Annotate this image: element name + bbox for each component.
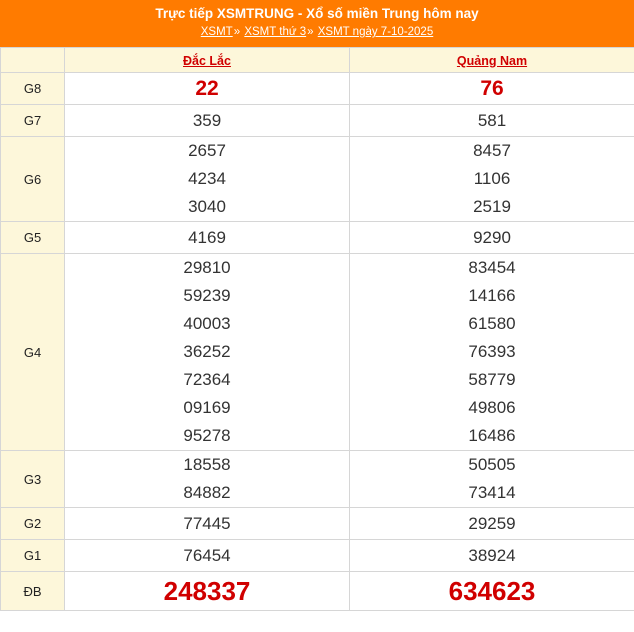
- result-g8-quang-nam: 76: [350, 73, 634, 105]
- page-header: [0, 0, 634, 47]
- result-db-quang-nam: 634623: [350, 572, 634, 611]
- table-row: [1, 105, 634, 137]
- breadcrumb-link-xsmt-thu-3[interactable]: XSMT thứ 3: [244, 26, 307, 38]
- breadcrumb-separator-1: »: [233, 26, 241, 38]
- result-value: 36252: [183, 342, 231, 361]
- breadcrumb-link-xsmt[interactable]: XSMT: [200, 26, 233, 38]
- result-value: 16486: [468, 426, 516, 445]
- result-value: 18558: [183, 455, 231, 474]
- result-value: 14166: [468, 286, 516, 305]
- table-row: [1, 508, 634, 540]
- province-header-2: [350, 48, 634, 73]
- result-value: 40003: [183, 314, 231, 333]
- prize-label-g1: G1: [1, 540, 65, 572]
- result-value: 09169: [183, 398, 231, 417]
- result-value: 8457: [473, 141, 511, 160]
- province-header-1: [65, 48, 350, 73]
- result-value: 61580: [468, 314, 516, 333]
- prize-label-g8: G8: [1, 73, 65, 105]
- province-link-quang-nam[interactable]: Quảng Nam: [456, 53, 528, 68]
- prize-label-g5: G5: [1, 222, 65, 254]
- result-g4-quang-nam: [350, 254, 634, 451]
- result-value: 84882: [183, 483, 231, 502]
- result-g8-dac-lac: 22: [65, 73, 350, 105]
- result-value: 58779: [468, 370, 516, 389]
- table-row: [1, 540, 634, 572]
- breadcrumb-separator-2: »: [307, 26, 314, 38]
- result-g5-dac-lac: 4169: [65, 222, 350, 254]
- result-g6-quang-nam: [350, 137, 634, 222]
- result-g2-quang-nam: 29259: [350, 508, 634, 540]
- prize-label-header: [1, 48, 65, 73]
- result-g1-dac-lac: 76454: [65, 540, 350, 572]
- prize-label-db: ĐB: [1, 572, 65, 611]
- result-value: 2657: [188, 141, 226, 160]
- lottery-results-table: [0, 47, 634, 611]
- result-value: 95278: [183, 426, 231, 445]
- table-row: [1, 73, 634, 105]
- result-value: 73414: [468, 483, 516, 502]
- result-g3-quang-nam: [350, 451, 634, 508]
- result-db-dac-lac: 248337: [65, 572, 350, 611]
- prize-label-g2: G2: [1, 508, 65, 540]
- result-value: 4234: [188, 169, 226, 188]
- result-g2-dac-lac: 77445: [65, 508, 350, 540]
- page-title: Trực tiếp XSMTRUNG - Xổ số miền Trung hôm nay: [155, 6, 479, 21]
- result-g6-dac-lac: [65, 137, 350, 222]
- table-row: [1, 137, 634, 222]
- result-value: 76393: [468, 342, 516, 361]
- result-g5-quang-nam: 9290: [350, 222, 634, 254]
- prize-label-g6: G6: [1, 137, 65, 222]
- table-row: [1, 254, 634, 451]
- province-link-dac-lac[interactable]: Đắc Lắc: [183, 53, 231, 68]
- breadcrumb-link-xsmt-date[interactable]: XSMT ngày 7-10-2025: [317, 26, 434, 38]
- table-row: [1, 572, 634, 611]
- prize-label-g3: G3: [1, 451, 65, 508]
- result-g7-dac-lac: 359: [65, 105, 350, 137]
- result-value: 72364: [183, 370, 231, 389]
- table-header-row: [1, 48, 634, 73]
- result-value: 49806: [468, 398, 516, 417]
- result-g3-dac-lac: [65, 451, 350, 508]
- result-value: 83454: [468, 258, 516, 277]
- result-value: 2519: [473, 197, 511, 216]
- table-row: [1, 451, 634, 508]
- result-value: 29810: [183, 258, 231, 277]
- prize-label-g7: G7: [1, 105, 65, 137]
- result-value: 1106: [473, 169, 511, 188]
- result-g7-quang-nam: 581: [350, 105, 634, 137]
- breadcrumb: [0, 23, 634, 41]
- result-value: 59239: [183, 286, 231, 305]
- result-value: 3040: [188, 197, 226, 216]
- prize-label-g4: G4: [1, 254, 65, 451]
- table-row: [1, 222, 634, 254]
- result-g1-quang-nam: 38924: [350, 540, 634, 572]
- result-g4-dac-lac: [65, 254, 350, 451]
- result-value: 50505: [468, 455, 516, 474]
